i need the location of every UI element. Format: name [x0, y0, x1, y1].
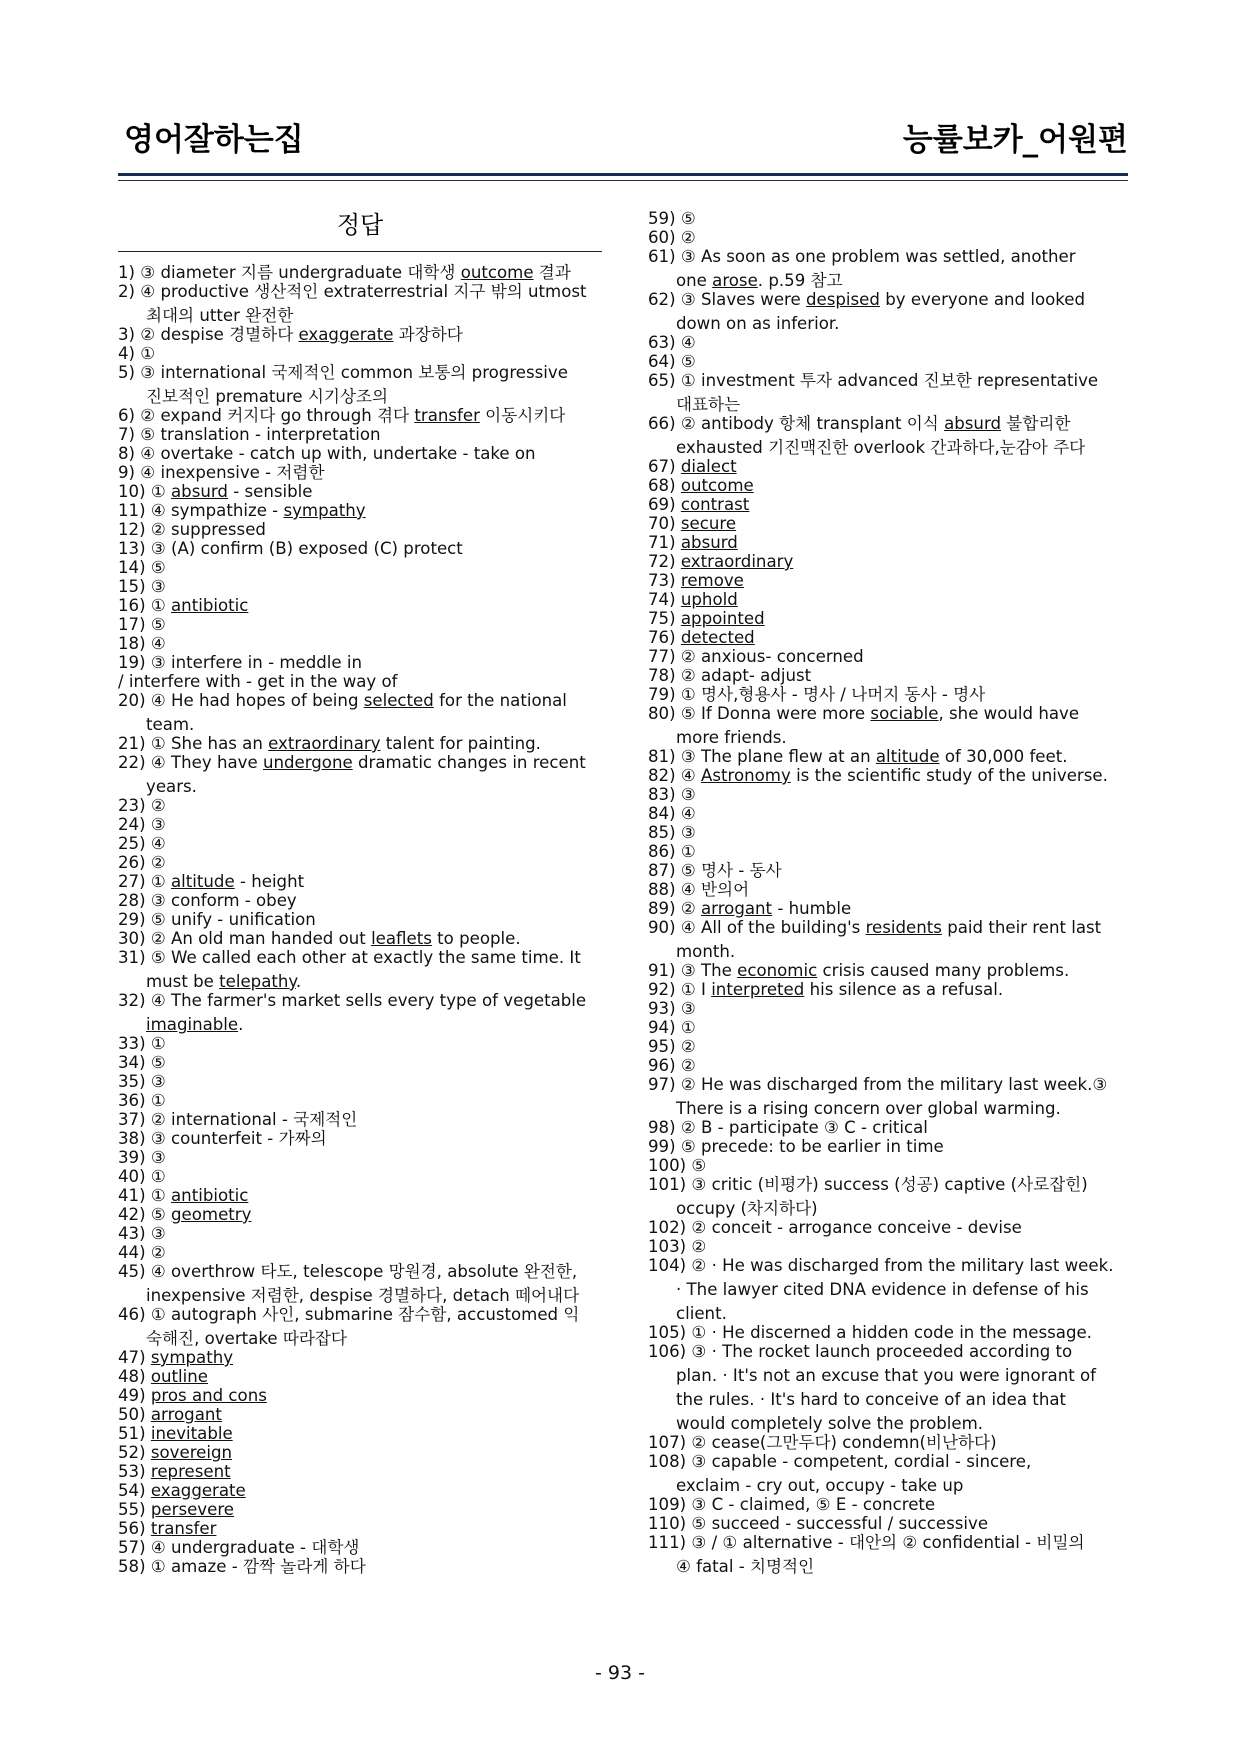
answer-line: 5) ③ international 국제적인 common 보통의 progressive	[118, 363, 568, 382]
answer-line: 92) ① I interpreted his silence as a refusal.	[648, 980, 1004, 999]
answer-continuation: imaginable.	[146, 1015, 244, 1034]
answer-item	[118, 1386, 602, 1405]
answer-item	[118, 634, 602, 653]
answer-item	[648, 1452, 1132, 1495]
answer-line: 81) ③ The plane flew at an altitude of 30,000 feet.	[648, 747, 1068, 766]
answer-line: 65) ① investment 투자 advanced 진보한 representative	[648, 371, 1099, 390]
answer-line: 51) inevitable	[118, 1424, 233, 1443]
answer-line: 48) outline	[118, 1367, 208, 1386]
answer-item	[648, 1137, 1132, 1156]
answer-item	[648, 1256, 1132, 1323]
answer-item	[648, 1495, 1132, 1514]
answer-continuation: the rules. · It's hard to conceive of an idea that	[676, 1390, 1067, 1409]
answer-item	[118, 1110, 602, 1129]
answer-item	[648, 1237, 1132, 1256]
answer-item	[648, 666, 1132, 685]
answer-item	[648, 1218, 1132, 1237]
answer-item	[118, 325, 602, 344]
answer-item	[118, 853, 602, 872]
answer-continuation: 진보적인 premature 시기상조의	[146, 387, 389, 406]
answer-item	[118, 463, 602, 482]
page-number: - 93 -	[595, 1662, 645, 1684]
header-rule-thin	[118, 180, 1128, 181]
answer-line: 50) arrogant	[118, 1405, 222, 1424]
answer-line: 94) ①	[648, 1018, 696, 1037]
answer-item	[648, 899, 1132, 918]
answer-continuation: exhausted 기진맥진한 overlook 간과하다,눈감아 주다	[676, 438, 1086, 457]
answer-item	[118, 1243, 602, 1262]
answer-line: 12) ② suppressed	[118, 520, 266, 539]
answer-line: 72) extraordinary	[648, 552, 794, 571]
answer-item	[118, 929, 602, 948]
answer-continuation: one arose. p.59 참고	[676, 271, 843, 290]
answer-item	[118, 1557, 602, 1576]
answer-continuation: years.	[146, 777, 197, 796]
answer-item	[648, 861, 1132, 880]
answer-line: 38) ③ counterfeit - 가짜의	[118, 1129, 327, 1148]
answer-line: 110) ⑤ succeed - successful / successive	[648, 1514, 989, 1533]
answer-continuation: must be telepathy.	[146, 972, 302, 991]
answer-line: 68) outcome	[648, 476, 754, 495]
answer-line: 44) ②	[118, 1243, 166, 1262]
answer-item	[648, 1175, 1132, 1218]
answer-line: 76) detected	[648, 628, 755, 647]
answer-item	[118, 539, 602, 558]
answer-item	[118, 691, 602, 734]
answer-item	[648, 247, 1132, 290]
answer-line: 60) ②	[648, 228, 696, 247]
answer-line: 29) ⑤ unify - unification	[118, 910, 316, 929]
answer-item	[648, 476, 1132, 495]
answer-item	[118, 672, 602, 691]
answer-line: 46) ① autograph 사인, submarine 잠수함, accustomed 익	[118, 1305, 580, 1324]
answer-item	[648, 685, 1132, 704]
answer-line: 47) sympathy	[118, 1348, 234, 1367]
answer-continuation: occupy (차지하다)	[676, 1199, 818, 1218]
answer-item	[648, 1056, 1132, 1075]
answer-item	[648, 1533, 1132, 1576]
answers-left-column	[118, 263, 602, 1576]
answer-item	[118, 344, 602, 363]
answer-item	[648, 628, 1132, 647]
answer-item	[648, 228, 1132, 247]
answer-line: 57) ④ undergraduate - 대학생	[118, 1538, 360, 1557]
answer-line: 90) ④ All of the building's residents paid their rent last	[648, 918, 1102, 937]
answer-item	[118, 596, 602, 615]
answer-item	[648, 999, 1132, 1018]
answer-continuation: There is a rising concern over global warming.	[676, 1099, 1061, 1118]
answer-item	[118, 991, 602, 1034]
answer-line: 56) transfer	[118, 1519, 217, 1538]
answer-line: / interfere with - get in the way of	[118, 672, 398, 691]
answer-item	[118, 577, 602, 596]
answer-item	[118, 1424, 602, 1443]
answer-item	[118, 1072, 602, 1091]
answer-line: 111) ③ / ① alternative - 대안의 ② confidential - 비밀의	[648, 1533, 1085, 1552]
answer-line: 18) ④	[118, 634, 166, 653]
answer-line: 105) ① · He discerned a hidden code in the message.	[648, 1323, 1092, 1342]
answer-item	[648, 1118, 1132, 1137]
answer-line: 3) ② despise 경멸하다 exaggerate 과장하다	[118, 325, 463, 344]
answer-item	[648, 766, 1132, 785]
answer-line: 19) ③ interfere in - meddle in	[118, 653, 362, 672]
answer-item	[118, 1186, 602, 1205]
answer-item	[118, 1091, 602, 1110]
header-rule	[118, 173, 1128, 176]
answer-line: 45) ④ overthrow 타도, telescope 망원경, absolute 완전한,	[118, 1262, 578, 1281]
answer-line: 37) ② international - 국제적인	[118, 1110, 358, 1129]
answer-line: 24) ③	[118, 815, 166, 834]
answer-line: 34) ⑤	[118, 1053, 166, 1072]
section-title: 정답	[336, 211, 384, 239]
answer-item	[648, 1037, 1132, 1056]
answer-item	[118, 1262, 602, 1305]
answer-item	[118, 615, 602, 634]
answer-item	[648, 514, 1132, 533]
answer-line: 28) ③ conform - obey	[118, 891, 297, 910]
answer-continuation: · The lawyer cited DNA evidence in defense of his	[676, 1280, 1089, 1299]
answer-line: 36) ①	[118, 1091, 166, 1110]
answer-line: 69) contrast	[648, 495, 750, 514]
answer-item	[118, 891, 602, 910]
answer-item	[118, 1167, 602, 1186]
answer-item	[118, 482, 602, 501]
answer-line: 8) ④ overtake - catch up with, undertake - take on	[118, 444, 536, 463]
answer-item	[648, 609, 1132, 628]
header-right-title: 능률보카_어원편	[902, 122, 1128, 158]
answer-line: 32) ④ The farmer's market sells every type of vegetable	[118, 991, 587, 1010]
answer-item	[648, 590, 1132, 609]
answer-line: 91) ③ The economic crisis caused many problems.	[648, 961, 1070, 980]
answer-item	[648, 918, 1132, 961]
answer-line: 78) ② adapt- adjust	[648, 666, 812, 685]
answer-continuation: 대표하는	[676, 395, 741, 414]
answer-item	[118, 520, 602, 539]
answer-item	[648, 1514, 1132, 1533]
answer-item	[118, 834, 602, 853]
answer-line: 53) represent	[118, 1462, 231, 1481]
answer-line: 58) ① amaze - 깜짝 놀라게 하다	[118, 1557, 366, 1576]
answer-line: 85) ③	[648, 823, 696, 842]
answer-item	[118, 948, 602, 991]
answer-item	[118, 558, 602, 577]
answer-line: 33) ①	[118, 1034, 166, 1053]
answer-line: 101) ③ critic (비평가) success (성공) captive (사로잡힌)	[648, 1175, 1088, 1194]
answer-line: 1) ③ diameter 지름 undergraduate 대학생 outcome 결과	[118, 263, 571, 282]
answer-item	[648, 980, 1132, 999]
answer-line: 82) ④ Astronomy is the scientific study of the universe.	[648, 766, 1108, 785]
answer-item	[118, 501, 602, 520]
answer-continuation: ④ fatal - 치명적인	[676, 1557, 815, 1576]
answer-line: 14) ⑤	[118, 558, 166, 577]
answer-line: 104) ② · He was discharged from the military last week.	[648, 1256, 1114, 1275]
answer-line: 97) ② He was discharged from the military last week.③	[648, 1075, 1108, 1094]
answer-continuation: exclaim - cry out, occupy - take up	[676, 1476, 964, 1495]
answer-item	[648, 804, 1132, 823]
answer-line: 83) ③	[648, 785, 696, 804]
answer-line: 79) ① 명사,형용사 - 명사 / 나머지 동사 - 명사	[648, 685, 986, 704]
answer-item	[118, 1053, 602, 1072]
answer-item	[648, 495, 1132, 514]
answer-item	[648, 290, 1132, 333]
answer-item	[118, 425, 602, 444]
section-divider	[118, 251, 602, 252]
answer-line: 106) ③ · The rocket launch proceeded according to	[648, 1342, 1073, 1361]
answer-line: 109) ③ C - claimed, ⑤ E - concrete	[648, 1495, 936, 1514]
answer-item	[648, 704, 1132, 747]
answer-item	[648, 961, 1132, 980]
answer-item	[118, 363, 602, 406]
header-left-title: 영어잘하는집	[124, 122, 304, 158]
answer-line: 25) ④	[118, 834, 166, 853]
answer-item	[648, 457, 1132, 476]
answer-item	[118, 910, 602, 929]
answer-line: 67) dialect	[648, 457, 737, 476]
answer-item	[648, 1323, 1132, 1342]
answer-item	[648, 1156, 1132, 1175]
answer-item	[648, 552, 1132, 571]
answer-item	[648, 209, 1132, 228]
answer-line: 11) ④ sympathize - sympathy	[118, 501, 366, 520]
answer-item	[118, 1129, 602, 1148]
answer-line: 40) ①	[118, 1167, 166, 1186]
answer-line: 39) ③	[118, 1148, 166, 1167]
answer-line: 95) ②	[648, 1037, 696, 1056]
answer-line: 98) ② B - participate ③ C - critical	[648, 1118, 928, 1137]
answer-line: 23) ②	[118, 796, 166, 815]
answer-line: 55) persevere	[118, 1500, 234, 1519]
answer-continuation: inexpensive 저렴한, despise 경멸하다, detach 떼어내다	[146, 1286, 580, 1305]
answer-item	[118, 1224, 602, 1243]
answer-item	[648, 1342, 1132, 1433]
answer-continuation: 최대의 utter 완전한	[146, 306, 294, 325]
answer-item	[118, 815, 602, 834]
answer-continuation: client.	[676, 1304, 727, 1323]
answer-line: 7) ⑤ translation - interpretation	[118, 425, 381, 444]
answer-line: 6) ② expand 커지다 go through 겪다 transfer 이동시키다	[118, 406, 566, 425]
answer-item	[118, 1443, 602, 1462]
answer-item	[648, 352, 1132, 371]
answer-line: 30) ② An old man handed out leaflets to people.	[118, 929, 521, 948]
answer-continuation: down on as inferior.	[676, 314, 840, 333]
answer-continuation: would completely solve the problem.	[676, 1414, 984, 1433]
answer-item	[118, 263, 602, 282]
answer-item	[648, 371, 1132, 414]
answer-line: 22) ④ They have undergone dramatic changes in recent	[118, 753, 586, 772]
answer-item	[648, 414, 1132, 457]
answer-line: 88) ④ 반의어	[648, 880, 750, 899]
answer-line: 71) absurd	[648, 533, 738, 552]
answer-line: 86) ①	[648, 842, 696, 861]
answer-item	[118, 1367, 602, 1386]
answer-line: 62) ③ Slaves were despised by everyone and looked	[648, 290, 1086, 309]
answer-line: 84) ④	[648, 804, 696, 823]
answer-line: 52) sovereign	[118, 1443, 233, 1462]
answer-line: 87) ⑤ 명사 - 동사	[648, 861, 782, 880]
answer-item	[118, 444, 602, 463]
answer-item	[648, 823, 1132, 842]
answer-item	[118, 653, 602, 672]
answer-line: 96) ②	[648, 1056, 696, 1075]
answer-item	[118, 1481, 602, 1500]
answer-item	[118, 1538, 602, 1557]
answer-line: 4) ①	[118, 344, 156, 363]
answer-line: 66) ② antibody 항체 transplant 이식 absurd 불합리한	[648, 414, 1071, 433]
answers-right-column	[648, 209, 1132, 1576]
answer-line: 15) ③	[118, 577, 166, 596]
answer-line: 70) secure	[648, 514, 737, 533]
answer-line: 59) ⑤	[648, 209, 696, 228]
answer-item	[648, 1433, 1132, 1452]
answer-item	[118, 1519, 602, 1538]
answer-line: 13) ③ (A) confirm (B) exposed (C) protect	[118, 539, 463, 558]
answer-item	[118, 753, 602, 796]
answer-line: 75) appointed	[648, 609, 765, 628]
answer-item	[118, 1348, 602, 1367]
answer-continuation: plan. · It's not an excuse that you were ignorant of	[676, 1366, 1096, 1385]
answer-line: 35) ③	[118, 1072, 166, 1091]
answer-line: 9) ④ inexpensive - 저렴한	[118, 463, 325, 482]
answer-item	[118, 872, 602, 891]
answer-item	[118, 796, 602, 815]
answer-line: 41) ① antibiotic	[118, 1186, 249, 1205]
answer-continuation: team.	[146, 715, 195, 734]
answer-item	[118, 734, 602, 753]
answer-line: 63) ④	[648, 333, 696, 352]
answer-item	[118, 1500, 602, 1519]
answer-line: 49) pros and cons	[118, 1386, 267, 1405]
answer-item	[648, 533, 1132, 552]
answer-line: 2) ④ productive 생산적인 extraterrestrial 지구 밖의 utmost	[118, 282, 587, 301]
answer-line: 108) ③ capable - competent, cordial - sincere,	[648, 1452, 1032, 1471]
answer-line: 61) ③ As soon as one problem was settled, another	[648, 247, 1076, 266]
answer-line: 64) ⑤	[648, 352, 696, 371]
answer-line: 20) ④ He had hopes of being selected for the national	[118, 691, 567, 710]
answer-item	[648, 747, 1132, 766]
answer-line: 10) ① absurd - sensible	[118, 482, 313, 501]
answer-item	[648, 842, 1132, 861]
answer-line: 73) remove	[648, 571, 744, 590]
answer-item	[118, 1148, 602, 1167]
answer-continuation: month.	[676, 942, 736, 961]
answer-line: 17) ⑤	[118, 615, 166, 634]
answer-item	[118, 406, 602, 425]
answer-line: 31) ⑤ We called each other at exactly the same time. It	[118, 948, 581, 967]
answer-line: 26) ②	[118, 853, 166, 872]
answer-line: 89) ② arrogant - humble	[648, 899, 852, 918]
answer-item	[648, 785, 1132, 804]
answer-item	[118, 1034, 602, 1053]
answer-line: 42) ⑤ geometry	[118, 1205, 252, 1224]
answer-continuation: more friends.	[676, 728, 787, 747]
answer-item	[118, 1405, 602, 1424]
answer-item	[648, 333, 1132, 352]
answer-line: 93) ③	[648, 999, 696, 1018]
answer-item	[118, 1205, 602, 1224]
answer-line: 54) exaggerate	[118, 1481, 246, 1500]
answer-item	[118, 282, 602, 325]
answer-item	[648, 880, 1132, 899]
answer-continuation: 숙해진, overtake 따라잡다	[146, 1329, 347, 1348]
answer-item	[648, 571, 1132, 590]
answer-line: 43) ③	[118, 1224, 166, 1243]
answer-line: 27) ① altitude - height	[118, 872, 305, 891]
answer-line: 99) ⑤ precede: to be earlier in time	[648, 1137, 944, 1156]
answer-line: 74) uphold	[648, 590, 738, 609]
answer-line: 77) ② anxious- concerned	[648, 647, 864, 666]
answer-line: 16) ① antibiotic	[118, 596, 249, 615]
answer-line: 21) ① She has an extraordinary talent for painting.	[118, 734, 541, 753]
answer-line: 103) ②	[648, 1237, 707, 1256]
answer-item	[648, 1075, 1132, 1118]
answer-item	[648, 647, 1132, 666]
answer-line: 100) ⑤	[648, 1156, 707, 1175]
answer-line: 107) ② cease(그만두다) condemn(비난하다)	[648, 1433, 997, 1452]
answer-item	[648, 1018, 1132, 1037]
answer-line: 102) ② conceit - arrogance conceive - devise	[648, 1218, 1022, 1237]
answer-line: 80) ⑤ If Donna were more sociable, she would have	[648, 704, 1080, 723]
answer-item	[118, 1462, 602, 1481]
answer-item	[118, 1305, 602, 1348]
